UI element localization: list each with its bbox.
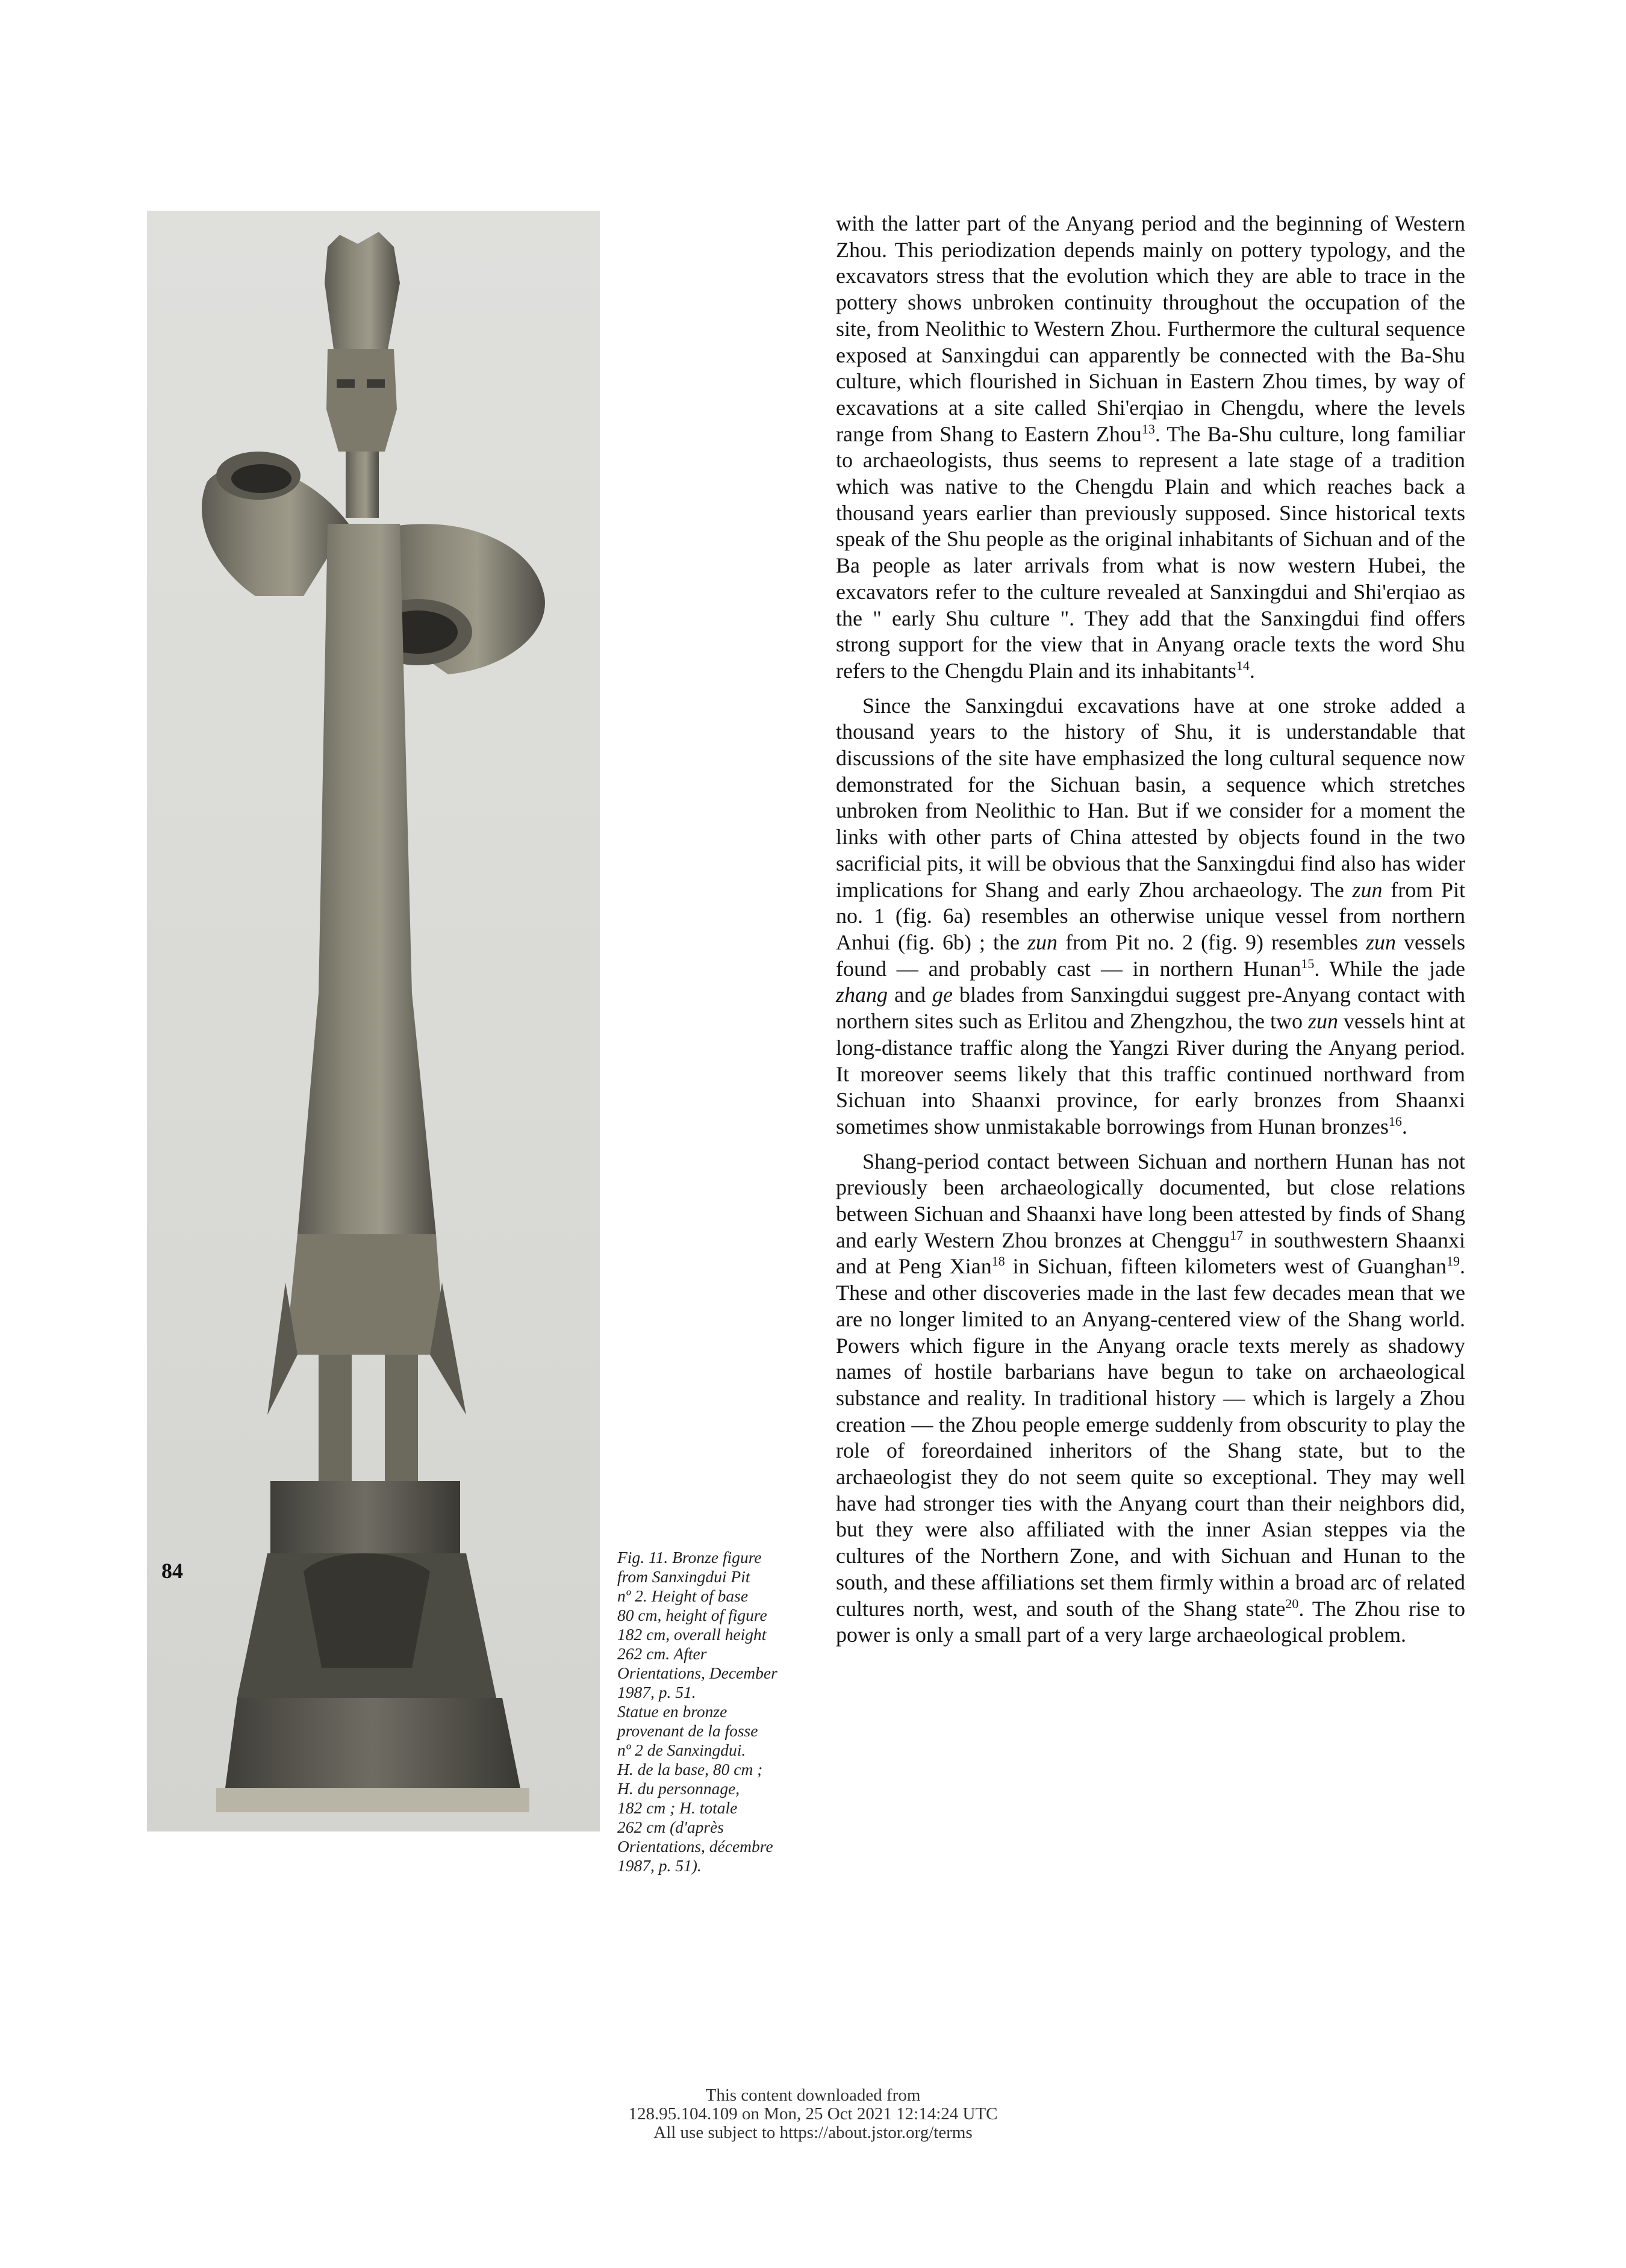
- caption-line: 262 cm (d'après: [617, 1818, 724, 1836]
- caption-line: 1987, p. 51.: [617, 1683, 696, 1701]
- caption-line: Fig. 11. Bronze figure: [617, 1548, 762, 1567]
- body-text: [836, 211, 1465, 1657]
- jstor-footer: [0, 2086, 1626, 2142]
- caption-line: 262 cm. After: [617, 1644, 707, 1663]
- caption-line: Statue en bronze: [617, 1702, 727, 1721]
- caption-line: 182 cm, overall height: [617, 1625, 767, 1644]
- caption-line: from Sanxingdui Pit: [617, 1567, 750, 1586]
- bronze-figure-photo: [147, 211, 600, 1831]
- footer-line: 128.95.104.109 on Mon, 25 Oct 2021 12:14:24 UTC: [628, 2104, 998, 2124]
- caption-line: Orientations, December: [617, 1664, 777, 1682]
- caption-line: provenant de la fosse: [617, 1721, 758, 1740]
- caption-line: H. du personnage,: [617, 1779, 740, 1798]
- caption-line: 1987, p. 51).: [617, 1856, 702, 1875]
- caption-line: Orientations, décembre: [617, 1837, 773, 1856]
- footnote-ref: 20: [1285, 1595, 1299, 1611]
- figure-caption: [617, 1548, 810, 1875]
- bronze-figure-illustration: [147, 211, 600, 1831]
- footnote-ref: 13: [1141, 421, 1155, 437]
- footnote-ref: 16: [1388, 1113, 1402, 1129]
- footer-line: All use subject to https://about.jstor.org/terms: [653, 2123, 973, 2142]
- footer-line: This content downloaded from: [705, 2086, 921, 2105]
- caption-line: nº 2. Height of base: [617, 1586, 749, 1605]
- paragraph-1: with the latter part of the Anyang period and the beginning of Western Zhou. This periodization depends mainly on pottery typology, and the excavators stress that the evolution which they are able to trace in the pottery shows unbroken continuity throughout the occupation of the site, from Neolithic to Western Zhou. Furthermore the cultural sequence exposed at Sanxingdui can apparently be connected with the Ba-Shu culture, which flourished in Sichuan in Eastern Zhou times, by way of excavations at a site called Shi'erqiao in Chengdu, where the levels range from Shang to Eastern Zhou$^{13}$. The Ba-Shu culture, long familiar to archaeologists, thus seems to represent a late stage of a tradition which was native to the Chengdu Plain and which reaches back a thousand years earlier than previously supposed. Since historical texts speak of the Shu people as the original inhabitants of Sichuan and of the Ba people as later arrivals from what is now western Hubei, the excavators refer to the culture revealed at Sanxingdui and Shi'erqiao as the " early Shu culture ". They add that the Sanxingdui find offers strong support for the view that in Anyang oracle texts the word Shu refers to the Chengdu Plain and its inhabitants$^{14}$.: [836, 211, 1465, 683]
- paragraph-3: Shang-period contact between Sichuan and northern Hunan has not previously been archaeologically documented, but close relations between Sichuan and Shaanxi have long been attested by finds of Shang and early Western Zhou bronzes at Chenggu$^{17}$ in southwestern Shaanxi and at Peng Xian$^{18}$ in Sichuan, fifteen kilometers west of Guanghan$^{19}$. These and other discoveries made in the last few decades mean that we are no longer limited to an Anyang-centered view of the Shang world. Powers which figure in the Anyang oracle texts merely as shadowy names of hostile barbarians have begun to take on archaeological substance and reality. In traditional history — which is largely a Zhou creation — the Zhou people emerge suddenly from obscurity to play the role of foreordained inheritors of the Shang state, but to the archaeologist they do not seem quite so exceptional. They may well have had stronger ties with the Anyang court than their neighbors did, but they were also affiliated with the inner Asian steppes via the cultures of the Northern Zone, and with Sichuan and Hunan to the south, and these affiliations set them firmly within a broad arc of related cultures north, west, and south of the Shang state$^{20}$. The Zhou rise to power is only a small part of a very large archaeological problem.: [836, 1149, 1465, 1647]
- footnote-ref: 18: [991, 1254, 1005, 1269]
- paragraph-2: Since the Sanxingdui excavations have at one stroke added a thousand years to the history of Shu, it is understandable that discussions of the site have emphasized the long cultural sequence now demonstrated for the Sichuan basin, a sequence which stretches unbroken from Neolithic to Han. But if we consider for a moment the links with other parts of China attested by objects found in the two sacrificial pits, it will be obvious that the Sanxingdui find also has wider implications for Shang and early Zhou archaeology. The zun from Pit no. 1 (fig. 6a) resembles an otherwise unique vessel from northern Anhui (fig. 6b) ; the zun from Pit no. 2 (fig. 9) resembles zun vessels found — and probably cast — in northern Hunan$^{15}$. While the jade zhang and ge blades from Sanxingdui suggest pre-Anyang contact with northern sites such as Erlitou and Zhengzhou, the two zun vessels hint at long-distance traffic along the Yangzi River during the Anyang period. It moreover seems likely that this traffic continued northward from Sichuan into Shaanxi province, for early bronzes from Shaanxi sometimes show unmistakable borrowings from Hunan bronzes$^{16}$.: [836, 693, 1466, 1139]
- caption-line: 80 cm, height of figure: [617, 1606, 767, 1624]
- footnote-ref: 17: [1230, 1227, 1244, 1243]
- footnote-ref: 15: [1301, 955, 1315, 971]
- footnote-ref: 19: [1447, 1254, 1460, 1269]
- caption-line: H. de la base, 80 cm ;: [617, 1760, 763, 1779]
- page-number: 84: [161, 1559, 183, 1583]
- caption-line: nº 2 de Sanxingdui.: [617, 1741, 746, 1759]
- footnote-ref: 14: [1236, 657, 1250, 673]
- caption-line: 182 cm ; H. totale: [617, 1798, 738, 1817]
